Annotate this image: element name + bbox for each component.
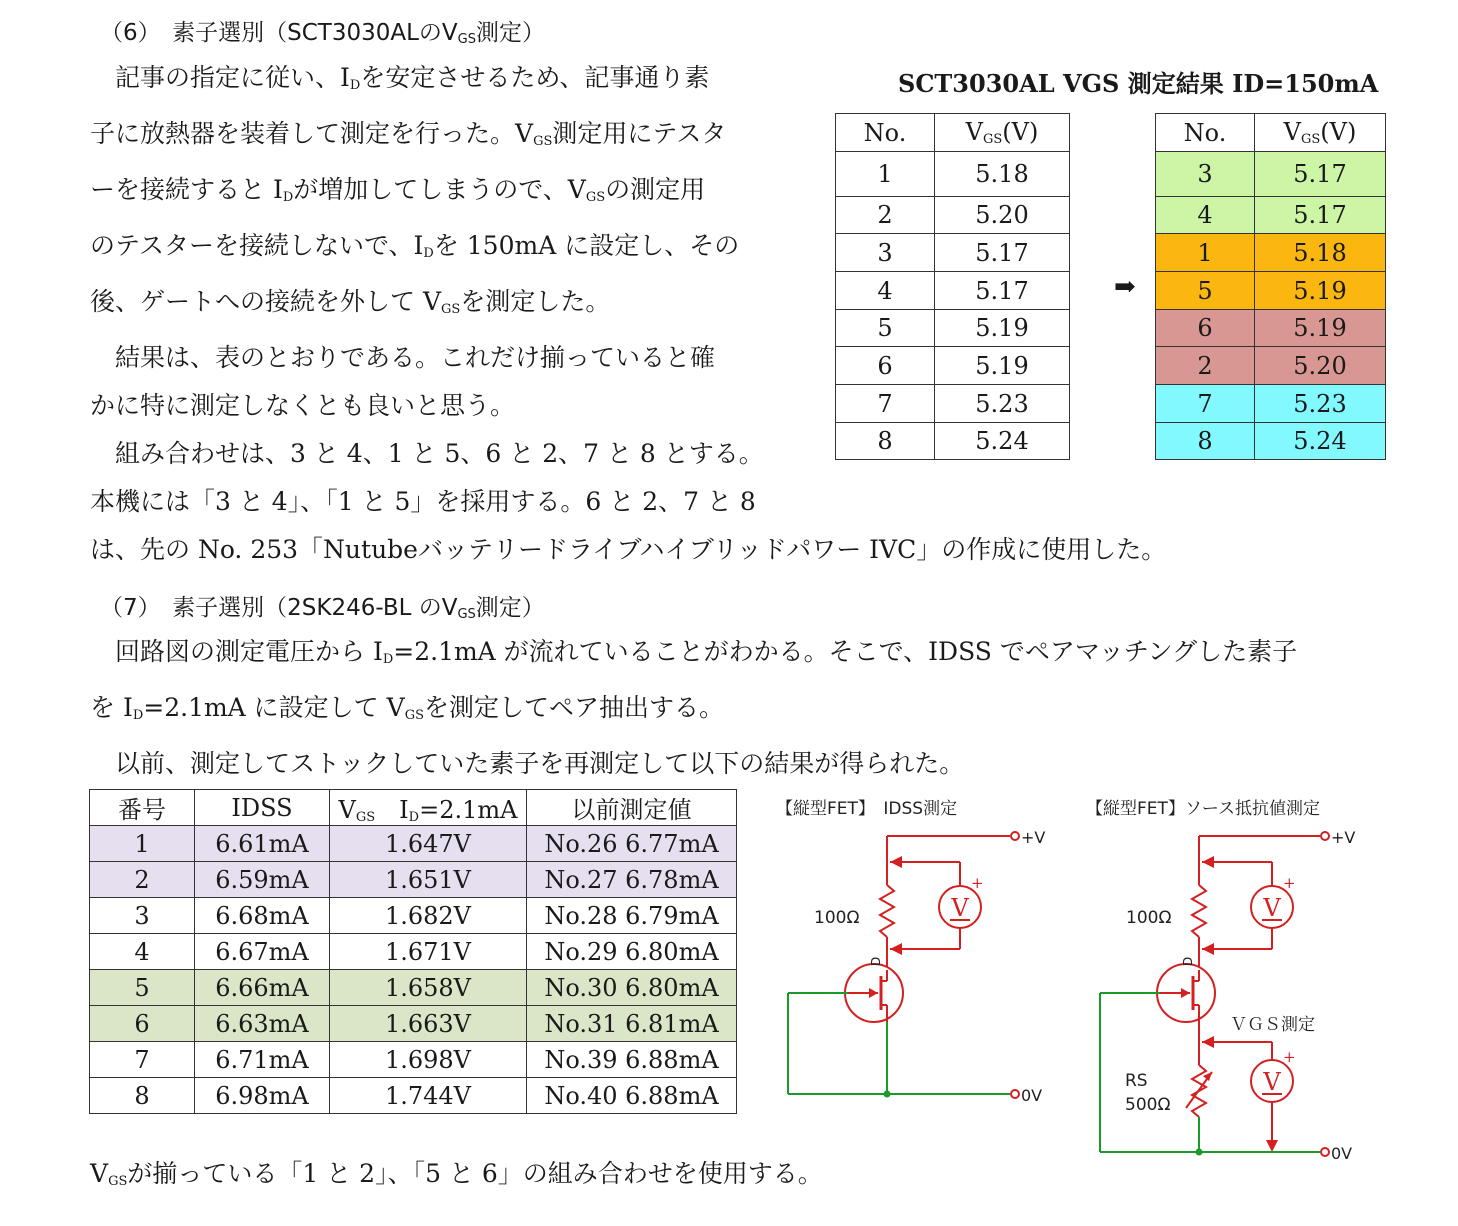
table-row: 4 5.17 [836,272,1070,310]
table-row: 3 6.68mA 1.682V No.28 6.79mA [90,898,737,934]
rs-value: 500Ω [1125,1095,1171,1115]
section7-paragraph [90,628,1297,788]
conclusion-line: $V_{GS}$が揃っている「1 と 2」、「5 と 6」の組み合わせを使用する。 [90,1159,823,1189]
text-line: かに特に測定しなくとも良いと思う。 [90,391,516,420]
table-header-row [1156,114,1386,152]
table-row: 1 5.18 [836,152,1070,197]
header-vgs: $V_{GS}$ $I_D=2.1mA$ [330,790,527,826]
table-row: 5 6.66mA 1.658V No.30 6.80mA [90,970,737,1006]
text-line: 以前、測定してストックしていた素子を再測定して以下の結果が得られた。 [90,749,965,778]
table-row: 1 5.18 [1156,234,1386,272]
table-row: 6 5.19 [1156,310,1386,347]
header-no: No. [836,114,935,152]
vgs-measure-label: ＶＧＳ測定 [1230,1015,1315,1035]
table-row: 2 5.20 [836,197,1070,234]
meter-plus: + [1283,1048,1296,1066]
vplus-label: +V [1331,828,1356,847]
text-line: 後、ゲートへの接続を外して $V_{GS}$を測定した。 [90,287,611,317]
circuit2-title: 【縦型FET】ソース抵抗値測定 [1086,799,1321,819]
rs-label: RS [1125,1071,1148,1091]
meter-plus: + [1283,874,1296,892]
text-line: を $I_D=2.1mA$ に設定して $V_{GS}$を測定してペア抽出する。 [90,693,724,723]
text-line: 結果は、表のとおりである。これだけ揃っていると確 [90,343,716,372]
table-row: 4 6.67mA 1.671V No.29 6.80mA [90,934,737,970]
table-row: 4 5.17 [1156,197,1386,234]
table-row: 7 6.71mA 1.698V No.39 6.88mA [90,1042,737,1078]
header-vgs: $V_{GS}(V)$ [935,114,1070,152]
table-row: 8 5.24 [1156,423,1386,460]
section7-heading: （7） 素子選別（2SK246-BL の$V_{GS}$測定） [100,595,545,622]
text-line: は、先の No. 253「Nutubeバッテリードライブハイブリッドパワー IVC」の作成に使用した。 [90,535,1167,564]
text-line: 記事の指定に従い、$I_D$を安定させるため、記事通り素 [90,63,710,93]
table-row: 6 5.19 [836,347,1070,385]
table-row: 7 5.23 [836,385,1070,423]
table-row: 5 5.19 [836,310,1070,347]
text-line: 組み合わせは、3 と 4、1 と 5、6 と 2、7 と 8 とする。 [90,439,764,468]
drain-label: D [869,956,883,966]
header-num: 番号 [90,790,195,826]
voltmeter-label: V [951,894,969,922]
section6-heading: （6） 素子選別（SCT3030ALの$V_{GS}$測定） [100,20,545,47]
vplus-terminal [1011,832,1019,840]
table-header-row [90,790,737,826]
drain-label: D [1181,956,1195,966]
table-header-row [836,114,1070,152]
voltmeter-label: V [1263,1068,1281,1096]
table-row: 1 6.61mA 1.647V No.26 6.77mA [90,826,737,862]
resistor-100-ohm [880,885,894,937]
zero-label: 0V [1331,1144,1353,1163]
text-line: 回路図の測定電圧から $I_D=2.1mA$ が流れていることがわかる。そこで、IDSS でペアマッチングした素子 [90,637,1298,667]
text-line: ーを接続すると $I_D$が増加してしまうので、$V_{GS}$の測定用 [90,175,706,205]
zero-terminal [1011,1090,1019,1098]
voltmeter-label: V [1263,894,1281,922]
table-row: 5 5.19 [1156,272,1386,310]
table-row: 2 5.20 [1156,347,1386,385]
table-row: 7 5.23 [1156,385,1386,423]
table-row: 3 5.17 [836,234,1070,272]
vplus-label: +V [1021,828,1046,847]
meter-plus: + [971,874,984,892]
text-line: のテスターを接続しないで、$I_D$を 150mA に設定し、その [90,231,740,261]
header-idss: IDSS [195,790,330,826]
source-resistor-circuit-diagram [1080,790,1380,1170]
vgs-table-sorted [1155,113,1386,460]
header-prev: 以前測定値 [527,790,737,826]
header-no: No. [1156,114,1255,152]
text-line: 本機には「3 と 4」、「1 と 5」を採用する。6 と 2、7 と 8 [90,487,756,516]
resistor-100-ohm [1192,885,1206,937]
resistor-label: 100Ω [1126,908,1172,928]
table-row: 8 5.24 [836,423,1070,460]
zero-label: 0V [1021,1086,1043,1105]
text-line: 子に放熱器を装着して測定を行った。$V_{GS}$測定用にテスタ [90,119,727,149]
table-row: 6 6.63mA 1.663V No.31 6.81mA [90,1006,737,1042]
idss-circuit-diagram [770,790,1070,1110]
table-row: 8 6.98mA 1.744V No.40 6.88mA [90,1078,737,1114]
vgs-table-title: SCT3030AL VGS 測定結果 ID=150mA [898,69,1379,98]
resistor-label: 100Ω [814,908,860,928]
table-row: 2 6.59mA 1.651V No.27 6.78mA [90,862,737,898]
table-row: 3 5.17 [1156,152,1386,197]
vgs-table-original [835,113,1070,460]
header-vgs: $V_{GS}(V)$ [1255,114,1386,152]
arrow-right-icon: ➡ [1114,272,1136,302]
circuit1-title: 【縦型FET】 IDSS測定 [776,799,958,819]
idss-table [89,789,737,1114]
